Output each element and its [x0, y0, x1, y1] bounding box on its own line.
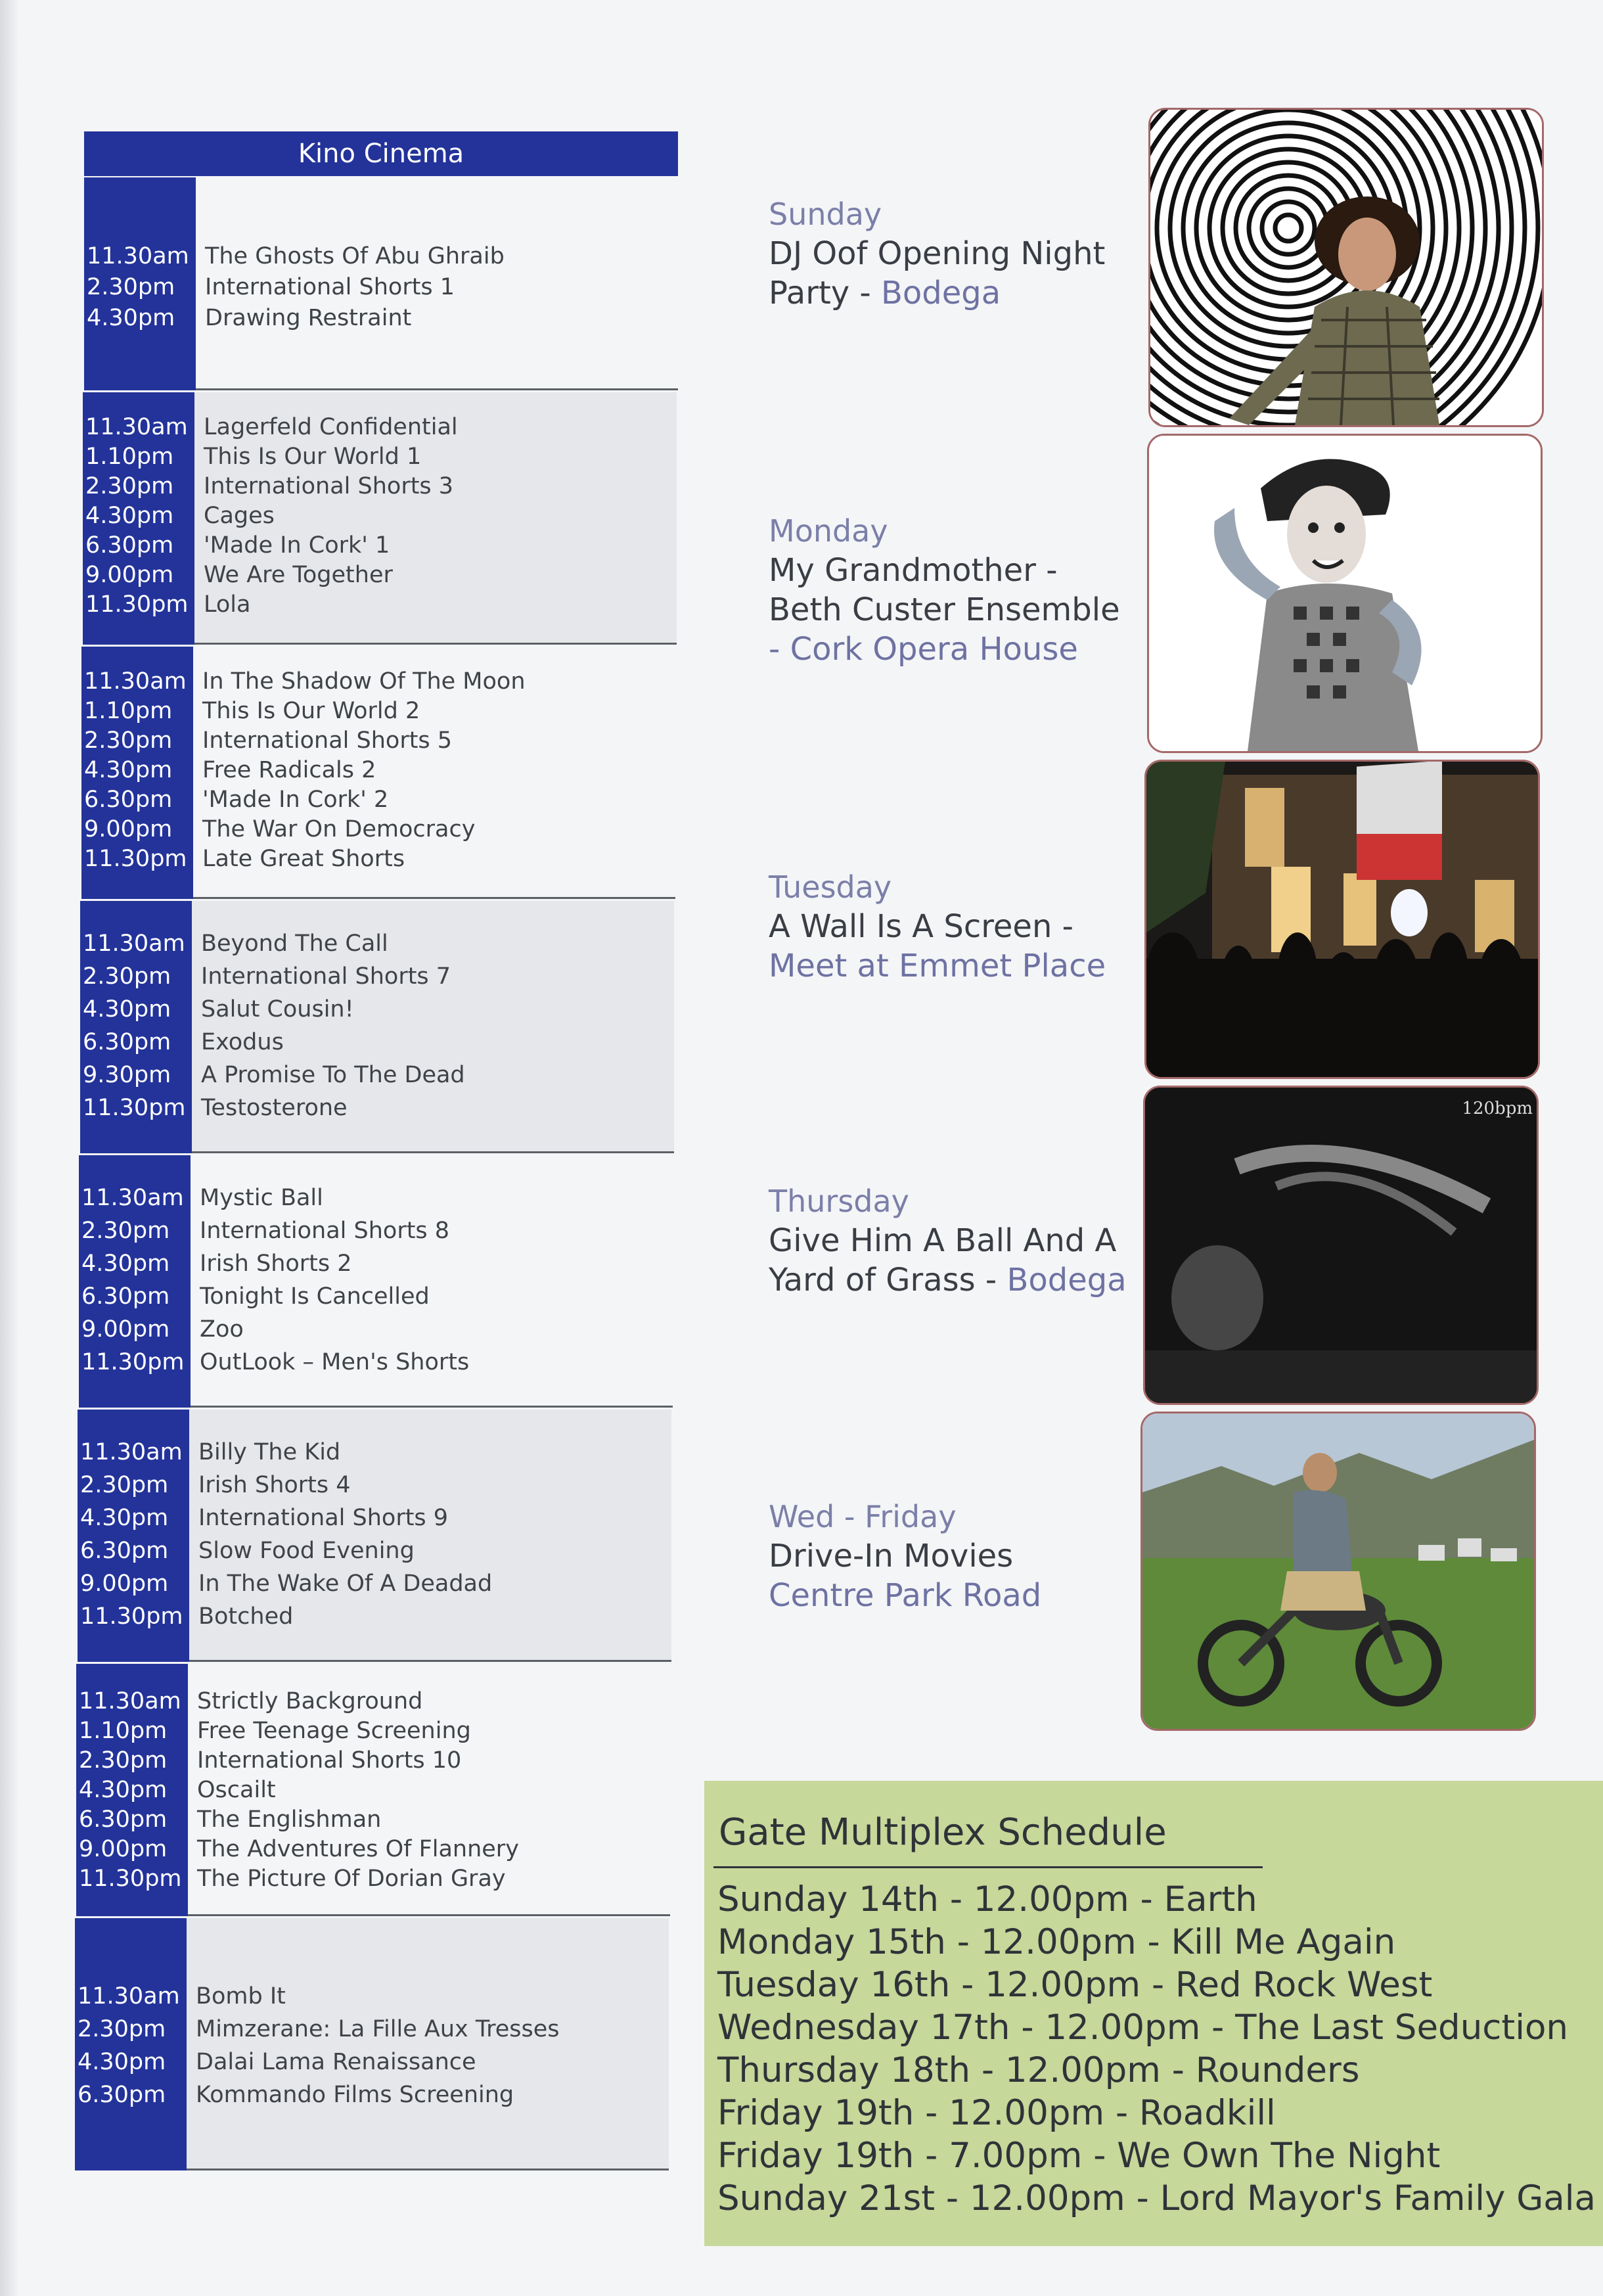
screening-row	[76, 1716, 670, 1745]
screening-time: 9.00pm	[85, 561, 174, 588]
screening-time: 6.30pm	[81, 1283, 170, 1310]
screening-row	[76, 1775, 670, 1804]
screening-row	[83, 530, 677, 560]
event-day: Thursday	[769, 1183, 909, 1219]
screening-row	[83, 471, 677, 501]
screening-row	[80, 993, 674, 1026]
screening-time: 4.30pm	[87, 304, 175, 331]
screening-film: This Is Our World 2	[202, 697, 420, 724]
screening-row	[81, 844, 675, 873]
screening-film: Testosterone	[201, 1095, 348, 1121]
screening-film: Irish Shorts 2	[200, 1251, 352, 1277]
gate-multiplex-title: Gate Multiplex Schedule	[719, 1811, 1167, 1854]
event-title-line2: Yard of Grass - Bodega	[769, 1262, 1127, 1298]
screening-film: Free Radicals 2	[202, 756, 376, 783]
screening-film: 'Made In Cork' 1	[204, 532, 390, 559]
screening-time: 9.00pm	[81, 1316, 170, 1343]
event-title: A Wall Is A Screen -	[769, 908, 1073, 945]
screening-film: International Shorts 5	[202, 727, 453, 754]
bar-sign-scene	[1145, 1088, 1537, 1403]
screening-time: 2.30pm	[79, 1747, 168, 1774]
screening-film: The Picture Of Dorian Gray	[197, 1865, 506, 1892]
gate-screening: Tuesday 16th - 12.00pm - Red Rock West	[717, 1965, 1433, 2005]
gate-title-underline	[713, 1866, 1263, 1868]
screening-row	[76, 1804, 670, 1834]
screening-film: In The Wake Of A Deadad	[198, 1571, 493, 1597]
event-day: Monday	[769, 513, 888, 549]
screening-film: Strictly Background	[197, 1688, 423, 1714]
screening-film: Exodus	[201, 1029, 284, 1055]
screening-row	[78, 1534, 671, 1567]
event-day: Sunday	[769, 196, 882, 232]
screening-film: This Is Our World 1	[204, 443, 422, 470]
screening-time: 9.00pm	[84, 815, 173, 842]
screening-film: 'Made In Cork' 2	[202, 786, 389, 813]
screening-film: Cages	[204, 502, 275, 529]
screening-film: Oscailt	[197, 1776, 276, 1803]
screening-row	[79, 1182, 673, 1214]
screening-row	[78, 1436, 671, 1469]
screening-film: Lagerfeld Confidential	[204, 413, 458, 440]
screening-row	[75, 2013, 669, 2046]
page-fold-shadow	[0, 0, 17, 2296]
event-title: Give Him A Ball And A	[769, 1222, 1117, 1259]
screening-time: 4.30pm	[84, 756, 173, 783]
screening-row	[83, 412, 677, 442]
screening-time: 11.30am	[80, 1439, 183, 1465]
screening-row	[81, 725, 675, 755]
screening-time: 2.30pm	[80, 1472, 169, 1498]
screening-film: International Shorts 1	[205, 273, 455, 300]
event-day: Tuesday	[769, 869, 892, 905]
gate-multiplex-panel	[704, 1781, 1603, 2246]
screening-film: Drawing Restraint	[205, 304, 412, 331]
screening-time: 11.30am	[83, 930, 185, 957]
gate-schedule-list	[717, 1878, 1596, 2220]
gate-screening: Friday 19th - 12.00pm - Roadkill	[717, 2093, 1276, 2133]
screening-row	[79, 1313, 673, 1346]
screening-time: 4.30pm	[79, 1776, 168, 1803]
screening-row	[76, 1864, 670, 1893]
screening-row	[78, 1502, 671, 1534]
block-divider	[187, 2169, 669, 2170]
event-title-line2: Party - Bodega	[769, 275, 1001, 311]
screening-film: In The Shadow Of The Moon	[202, 668, 526, 695]
screening-time: 11.30am	[85, 413, 188, 440]
event-title-line2: Beth Custer Ensemble	[769, 591, 1120, 628]
block-divider	[192, 1151, 674, 1153]
screening-time: 11.30am	[84, 668, 187, 695]
schedule-day-block	[83, 392, 677, 645]
block-divider	[189, 1660, 671, 1662]
screening-time: 9.30pm	[83, 1062, 171, 1088]
screening-list	[83, 412, 677, 619]
photo-my-grandmother	[1147, 434, 1543, 753]
screening-row	[83, 442, 677, 471]
screening-film: We Are Together	[204, 561, 393, 588]
screening-row	[80, 960, 674, 993]
event-thursday	[769, 1182, 1127, 1300]
performer-illustration	[1149, 436, 1541, 751]
screening-film: OutLook – Men's Shorts	[200, 1349, 470, 1375]
screening-film: Botched	[198, 1603, 294, 1630]
screening-film: International Shorts 8	[200, 1218, 450, 1244]
screening-film: Irish Shorts 4	[198, 1472, 351, 1498]
night-street-scene	[1146, 762, 1538, 1077]
event-monday	[769, 511, 1120, 669]
screening-film: International Shorts 10	[197, 1747, 462, 1774]
screening-row	[78, 1469, 671, 1502]
screening-row	[76, 1834, 670, 1864]
screening-time: 11.30pm	[83, 1095, 186, 1121]
screening-time: 9.00pm	[79, 1835, 168, 1862]
event-title: DJ Oof Opening Night	[769, 235, 1106, 272]
screening-row	[80, 1091, 674, 1124]
screening-row	[83, 589, 677, 619]
screening-time: 11.30pm	[84, 845, 187, 872]
screening-time: 4.30pm	[78, 2049, 166, 2075]
screening-time: 2.30pm	[85, 472, 174, 499]
screening-time: 11.30am	[78, 1983, 180, 2009]
block-divider	[191, 1406, 673, 1408]
screening-row	[81, 785, 675, 814]
watermark-label: 120bpm	[1462, 1099, 1533, 1118]
screening-row	[78, 1600, 671, 1633]
screening-film: Kommando Films Screening	[196, 2082, 514, 2108]
screening-time: 1.10pm	[85, 443, 174, 470]
screening-film: Salut Cousin!	[201, 996, 354, 1022]
screening-time: 4.30pm	[80, 1505, 169, 1531]
screening-list	[78, 1436, 671, 1633]
block-divider	[194, 643, 677, 645]
screening-time: 9.00pm	[80, 1571, 169, 1597]
screening-row	[80, 1059, 674, 1091]
screening-time: 11.30pm	[79, 1865, 182, 1892]
screening-film: Billy The Kid	[198, 1439, 341, 1465]
event-wed-friday	[769, 1497, 1041, 1615]
screening-row	[83, 560, 677, 589]
screening-row	[81, 696, 675, 725]
screening-time: 6.30pm	[85, 532, 174, 559]
screening-film: Late Great Shorts	[202, 845, 405, 872]
screening-time: 6.30pm	[84, 786, 173, 813]
screening-film: Zoo	[200, 1316, 244, 1343]
screening-film: International Shorts 9	[198, 1505, 449, 1531]
event-sunday	[769, 195, 1105, 313]
kino-cinema-header: Kino Cinema	[84, 131, 678, 176]
screening-film: Beyond The Call	[201, 930, 388, 957]
event-title: Drive-In Movies	[769, 1538, 1014, 1574]
block-divider	[188, 1914, 670, 1916]
screening-row	[80, 927, 674, 960]
screening-time: 4.30pm	[81, 1251, 170, 1277]
screening-row	[81, 814, 675, 844]
event-venue: Bodega	[1006, 1262, 1127, 1298]
screening-row	[83, 501, 677, 530]
screening-film: The Ghosts Of Abu Ghraib	[205, 242, 505, 269]
screening-time: 11.30pm	[85, 591, 189, 618]
event-tuesday	[769, 867, 1106, 986]
photo-wall-is-a-screen	[1144, 760, 1540, 1079]
screening-film: Mimzerane: La Fille Aux Tresses	[196, 2016, 560, 2042]
screening-list	[79, 1182, 673, 1379]
photo-drive-in-movies	[1140, 1412, 1536, 1731]
screening-film: The Englishman	[197, 1806, 382, 1833]
screening-film: The Adventures Of Flannery	[197, 1835, 519, 1862]
schedule-day-block	[84, 177, 678, 390]
screening-time: 11.30am	[81, 1185, 184, 1211]
screening-film: Bomb It	[196, 1983, 286, 2009]
screening-film: Slow Food Evening	[198, 1538, 415, 1564]
gate-screening: Thursday 18th - 12.00pm - Rounders	[717, 2050, 1360, 2090]
screening-list	[80, 927, 674, 1124]
screening-time: 2.30pm	[87, 273, 175, 300]
screening-list	[84, 241, 678, 333]
screening-film: Tonight Is Cancelled	[200, 1283, 430, 1310]
screening-film: Mystic Ball	[200, 1185, 323, 1211]
screening-row	[81, 666, 675, 696]
screening-time: 1.10pm	[79, 1717, 168, 1744]
schedule-day-block	[76, 1664, 670, 1916]
screening-list	[81, 666, 675, 873]
screening-time: 11.30am	[79, 1688, 181, 1714]
screening-time: 1.10pm	[84, 697, 173, 724]
block-divider	[193, 897, 675, 899]
schedule-day-block	[75, 1918, 669, 2170]
schedule-day-block	[78, 1410, 671, 1662]
screening-row	[84, 271, 678, 302]
screening-row	[76, 1686, 670, 1716]
event-venue: Meet at Emmet Place	[769, 948, 1106, 984]
screening-row	[79, 1280, 673, 1313]
event-title: My Grandmother -	[769, 552, 1058, 589]
screening-row	[75, 2078, 669, 2111]
event-venue: - Cork Opera House	[769, 631, 1078, 668]
screening-row	[75, 2046, 669, 2078]
block-divider	[196, 388, 678, 390]
screening-row	[79, 1346, 673, 1379]
screening-row	[76, 1745, 670, 1775]
screening-row	[80, 1026, 674, 1059]
schedule-day-block	[81, 647, 675, 899]
screening-list	[75, 1980, 669, 2111]
photo-give-him-a-ball	[1143, 1086, 1539, 1405]
screening-time: 11.30pm	[81, 1349, 185, 1375]
schedule-day-block	[79, 1155, 673, 1408]
screening-time: 6.30pm	[79, 1806, 168, 1833]
screening-row	[75, 1980, 669, 2013]
screening-time: 2.30pm	[81, 1218, 170, 1244]
screening-list	[76, 1686, 670, 1893]
screening-time: 11.30pm	[80, 1603, 183, 1630]
screening-film: International Shorts 7	[201, 963, 451, 990]
screening-row	[79, 1214, 673, 1247]
gate-screening: Monday 15th - 12.00pm - Kill Me Again	[717, 1922, 1396, 1962]
screening-film: Free Teenage Screening	[197, 1717, 471, 1744]
schedule-day-block	[80, 901, 674, 1153]
screening-time: 2.30pm	[83, 963, 171, 990]
gate-screening: Sunday 14th - 12.00pm - Earth	[717, 1879, 1257, 1919]
event-venue: Bodega	[881, 275, 1001, 311]
screening-time: 11.30am	[87, 242, 189, 269]
screening-row	[78, 1567, 671, 1600]
screening-time: 6.30pm	[80, 1538, 169, 1564]
screening-row	[84, 241, 678, 271]
screening-film: Dalai Lama Renaissance	[196, 2049, 476, 2075]
screening-film: International Shorts 3	[204, 472, 454, 499]
screening-row	[84, 302, 678, 333]
screening-row	[79, 1247, 673, 1280]
screening-film: A Promise To The Dead	[201, 1062, 465, 1088]
screening-film: Lola	[204, 591, 251, 618]
screening-row	[81, 755, 675, 785]
screening-time: 2.30pm	[78, 2016, 166, 2042]
gate-screening: Wednesday 17th - 12.00pm - The Last Seduction	[717, 2008, 1568, 2048]
spiral-portrait-illustration	[1150, 110, 1542, 425]
photo-dj-oof	[1148, 108, 1544, 427]
gate-screening: Sunday 21st - 12.00pm - Lord Mayor's Family Gala	[717, 2178, 1596, 2218]
screening-time: 4.30pm	[85, 502, 174, 529]
gate-screening: Friday 19th - 7.00pm - We Own The Night	[717, 2136, 1441, 2176]
screening-time: 2.30pm	[84, 727, 173, 754]
event-venue: Centre Park Road	[769, 1577, 1042, 1614]
screening-time: 6.30pm	[78, 2082, 166, 2108]
screening-time: 6.30pm	[83, 1029, 171, 1055]
screening-time: 4.30pm	[83, 996, 171, 1022]
motorcycle-scene	[1142, 1413, 1534, 1729]
event-day: Wed - Friday	[769, 1499, 957, 1534]
screening-film: The War On Democracy	[202, 815, 476, 842]
